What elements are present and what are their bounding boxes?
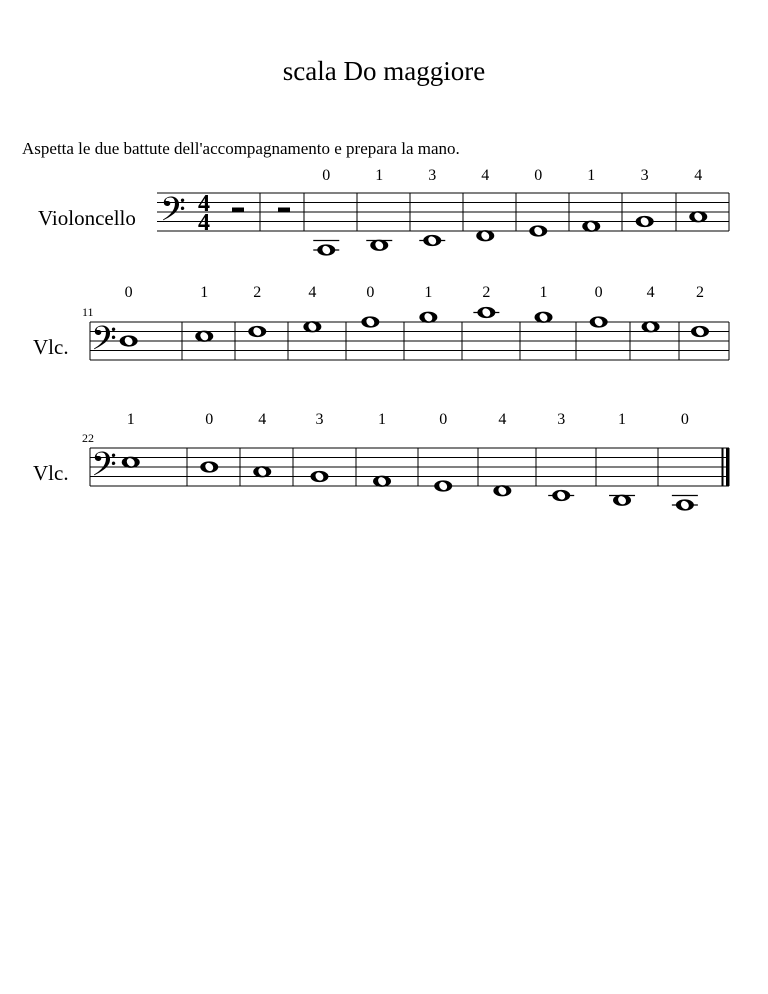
fingering-number: 4 [481,167,490,184]
fingering-number: 0 [594,284,603,301]
fingering-number: 1 [200,284,209,301]
score-title: scala Do maggiore [282,56,486,86]
fingering-number: 1 [378,411,387,428]
fingering-number: 0 [439,411,448,428]
measure-number: 22 [82,431,94,445]
measure-number: 11 [82,305,94,319]
final-barline-thick [726,448,730,486]
fingering-number: 4 [694,167,703,184]
fingering-number: 1 [587,167,596,184]
fingering-number: 1 [539,284,548,301]
fingering-number: 4 [308,284,317,301]
fingering-number: 3 [315,411,324,428]
fingering-number: 1 [126,411,135,428]
instrument-label: Violoncello [38,206,136,230]
fingering-number: 0 [322,167,331,184]
bass-clef-icon: 𝄢 [91,446,117,492]
fingering-number: 0 [366,284,375,301]
fingering-number: 0 [680,411,689,428]
fingering-number: 4 [646,284,655,301]
fingering-number: 4 [258,411,267,428]
fingering-number: 0 [205,411,214,428]
fingering-number: 1 [375,167,384,184]
half-rest [278,208,290,213]
fingering-number: 3 [640,167,649,184]
bass-clef-icon: 𝄢 [160,191,186,237]
fingering-number: 4 [498,411,507,428]
fingering-number: 1 [424,284,433,301]
fingering-number: 0 [534,167,543,184]
time-signature-numerator: 4 [198,191,210,217]
fingering-number: 2 [253,284,262,301]
fingering-number: 0 [124,284,133,301]
fingering-number: 1 [618,411,627,428]
fingering-number: 2 [482,284,491,301]
bass-clef-icon: 𝄢 [91,320,117,366]
half-rest [232,208,244,213]
fingering-number: 3 [557,411,566,428]
instrument-label: Vlc. [33,335,69,359]
time-signature-denominator: 4 [198,210,210,236]
fingering-number: 2 [696,284,704,301]
instruction-text: Aspetta le due battute dell'accompagnamento e prepara la mano. [22,139,460,158]
instrument-label: Vlc. [33,461,69,485]
fingering-number: 3 [428,167,437,184]
